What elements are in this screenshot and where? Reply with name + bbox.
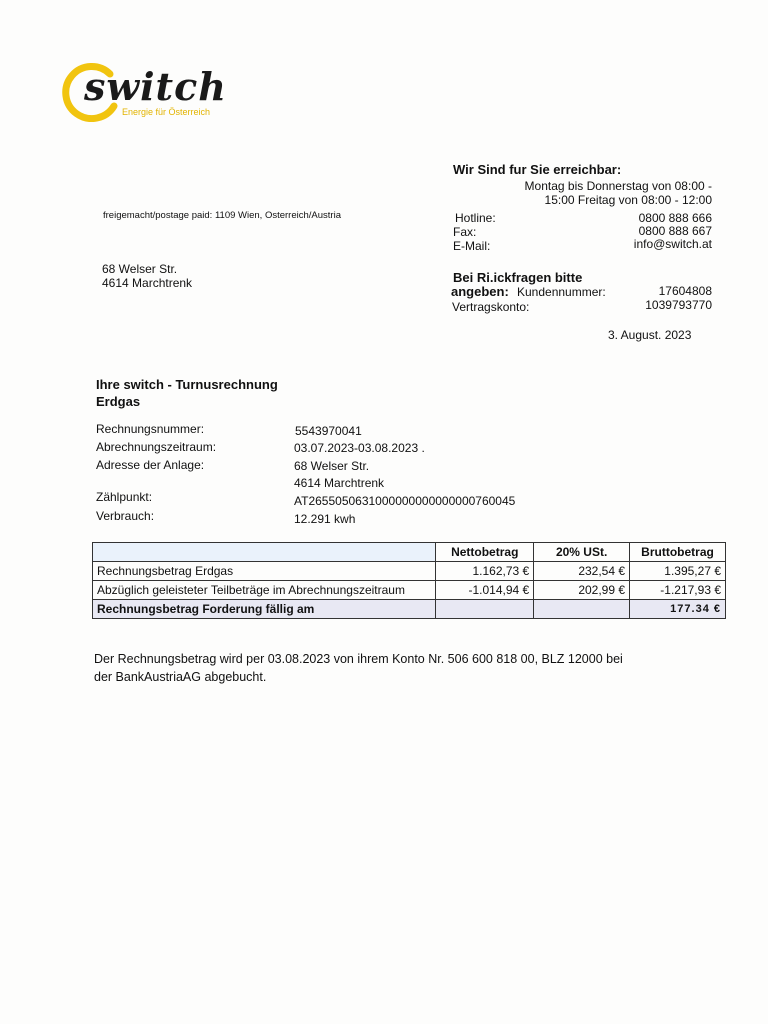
payment-note-line2: der BankAustriaAG abgebucht. bbox=[94, 670, 267, 684]
table-cell: 232,54 € bbox=[534, 562, 630, 581]
table-cell: -1.217,93 € bbox=[630, 581, 726, 600]
detail-value: AT2655050631000000000000000760045 bbox=[294, 494, 516, 508]
detail-label: Verbrauch: bbox=[96, 509, 155, 523]
invoice-table bbox=[92, 542, 726, 619]
recipient-street: 68 Welser Str. bbox=[102, 262, 178, 276]
payment-note bbox=[94, 650, 654, 686]
postage-note: freigemacht/postage paid: 1109 Wien, Osterreich/Austria bbox=[103, 210, 341, 221]
table-header: Bruttobetrag bbox=[630, 543, 726, 562]
detail-label: Adresse der Anlage: bbox=[96, 458, 205, 472]
table-cell: Rechnungsbetrag Erdgas bbox=[93, 562, 436, 581]
detail-value: 5543970041 bbox=[295, 424, 362, 438]
invoice-date: 3. August. 2023 bbox=[608, 328, 692, 342]
table-header-row bbox=[93, 543, 726, 562]
table-cell bbox=[534, 600, 630, 619]
contact-hours-line1: Montag bis Donnerstag von 08:00 - bbox=[524, 179, 712, 193]
contact-hours-line2: 15:00 Freitag von 08:00 - 12:00 bbox=[544, 193, 712, 207]
inquiry-heading-2: angeben: bbox=[451, 284, 509, 299]
table-row bbox=[93, 581, 726, 600]
total-amount: 177.34 € bbox=[630, 600, 726, 619]
table-cell: 1.395,27 € bbox=[630, 562, 726, 581]
invoice-title: Ihre switch - Turnusrechnung bbox=[96, 377, 278, 392]
table-header bbox=[93, 543, 436, 562]
hotline-label: Hotline: bbox=[455, 211, 496, 225]
table-cell bbox=[436, 600, 534, 619]
table-header: 20% USt. bbox=[534, 543, 630, 562]
inquiry-heading: Bei Ri.ickfragen bitte bbox=[453, 270, 583, 285]
fax-label: Fax: bbox=[453, 225, 477, 239]
payment-note-line1: Der Rechnungsbetrag wird per 03.08.2023 von ihrem Konto Nr. 506 600 818 00, BLZ 12000 bei bbox=[94, 652, 623, 666]
hotline-value: 0800 888 666 bbox=[638, 211, 712, 225]
contract-account-label: Vertragskonto: bbox=[452, 300, 530, 314]
invoice-subtitle: Erdgas bbox=[96, 394, 141, 409]
detail-label: Rechnungsnummer: bbox=[96, 422, 205, 436]
contact-heading: Wir Sind fur Sie erreichbar: bbox=[453, 162, 622, 177]
table-cell: 202,99 € bbox=[534, 581, 630, 600]
email-label: E-Mail: bbox=[453, 239, 491, 253]
table-row bbox=[93, 562, 726, 581]
detail-value: 68 Welser Str. bbox=[294, 459, 370, 473]
customer-number-label: Kundennummer: bbox=[517, 285, 606, 299]
fax-value: 0800 888 667 bbox=[638, 224, 712, 238]
recipient-city: 4614 Marchtrenk bbox=[102, 276, 193, 290]
detail-label: Zählpunkt: bbox=[96, 490, 153, 504]
logo-tagline: Energie für Österreich bbox=[122, 107, 211, 117]
table-cell: Abzüglich geleisteter Teilbeträge im Abrechnungszeitraum bbox=[93, 581, 436, 600]
contract-account-value: 1039793770 bbox=[645, 298, 712, 312]
table-cell: 1.162,73 € bbox=[436, 562, 534, 581]
detail-value: 4614 Marchtrenk bbox=[294, 476, 385, 490]
logo-wordmark: switch bbox=[84, 64, 227, 109]
detail-value: 03.07.2023-03.08.2023 . bbox=[294, 441, 425, 455]
table-cell: Rechnungsbetrag Forderung fällig am bbox=[93, 600, 436, 619]
detail-value: 12.291 kwh bbox=[294, 512, 356, 526]
table-total-row bbox=[93, 600, 726, 619]
customer-number-value: 17604808 bbox=[658, 284, 712, 298]
table-header: Nettobetrag bbox=[436, 543, 534, 562]
email-value: info@switch.at bbox=[633, 237, 712, 251]
detail-label: Abrechnungszeitraum: bbox=[96, 440, 217, 454]
table-cell: -1.014,94 € bbox=[436, 581, 534, 600]
